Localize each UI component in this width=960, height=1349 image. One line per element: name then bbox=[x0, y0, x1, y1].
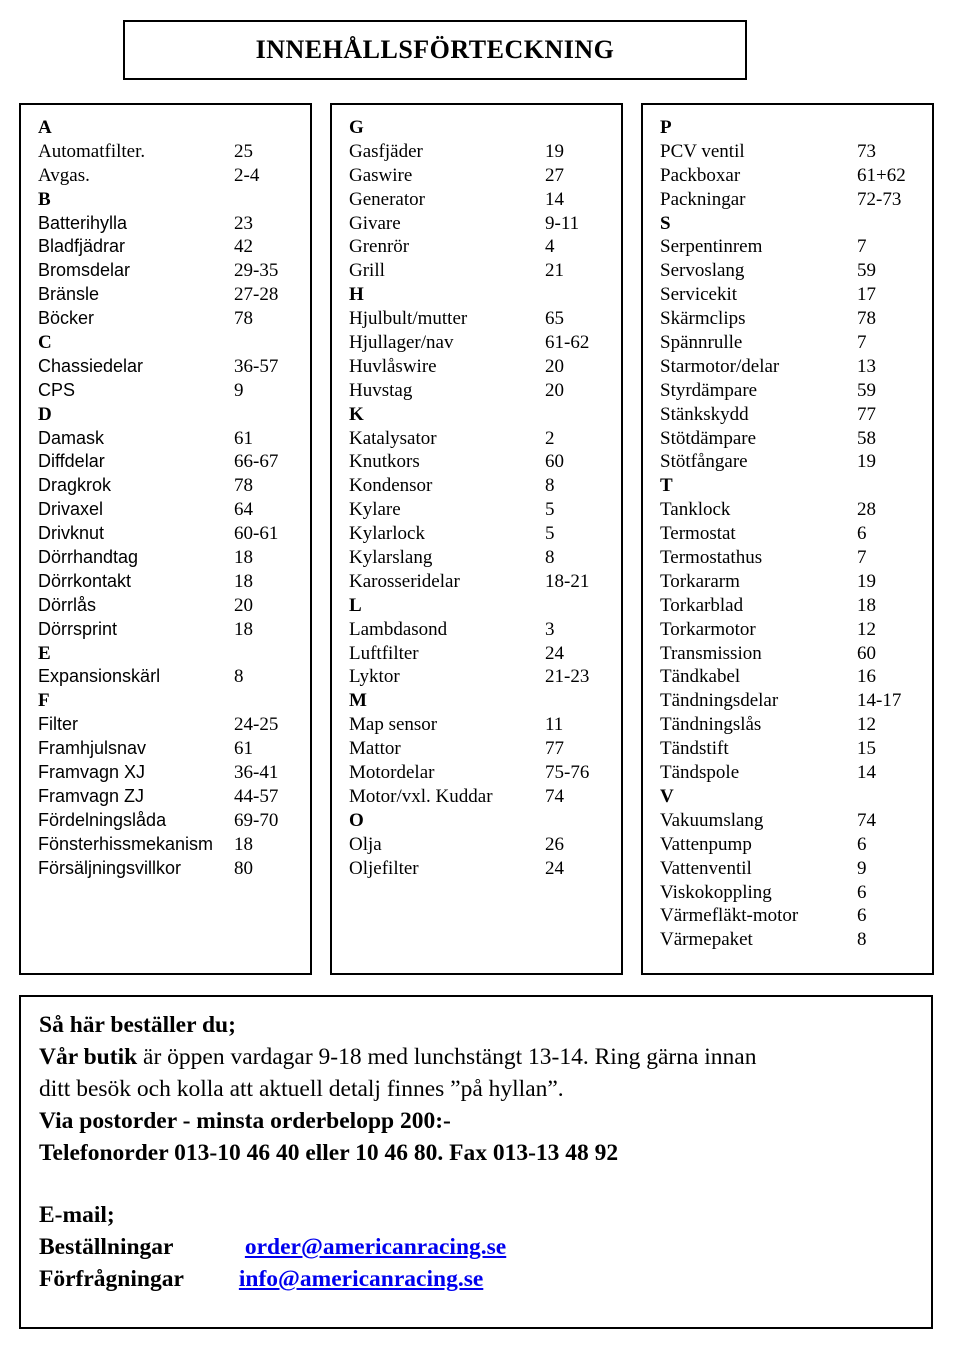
item-page: 18-21 bbox=[545, 570, 590, 592]
list-item bbox=[38, 235, 253, 259]
list-item bbox=[349, 164, 564, 188]
section-letter: S bbox=[660, 212, 671, 234]
item-page: 8 bbox=[545, 475, 555, 497]
list-item bbox=[349, 737, 564, 761]
list-item bbox=[38, 857, 253, 881]
list-item bbox=[660, 355, 876, 379]
shop-hours-line bbox=[39, 1041, 921, 1073]
item-page: 9 bbox=[857, 857, 867, 879]
section-letter: A bbox=[38, 117, 52, 138]
list-item bbox=[38, 618, 253, 642]
list-item bbox=[38, 737, 253, 761]
list-item bbox=[349, 833, 564, 857]
index-column-a-f bbox=[19, 103, 312, 975]
item-page: 17 bbox=[857, 284, 876, 306]
item-page: 65 bbox=[545, 308, 564, 330]
item-page: 24 bbox=[545, 857, 564, 879]
item-page: 5 bbox=[545, 523, 555, 545]
item-name: Viskokoppling bbox=[660, 881, 772, 903]
item-name: Försäljningsvillkor bbox=[38, 857, 182, 878]
item-page: 36-41 bbox=[234, 762, 279, 784]
item-name: Hjulbult/mutter bbox=[349, 308, 468, 330]
item-name: Lyktor bbox=[349, 666, 400, 688]
section-letter: M bbox=[349, 690, 367, 712]
item-name: Karosseridelar bbox=[349, 570, 460, 592]
index-column-g-o bbox=[330, 103, 623, 975]
list-item bbox=[38, 665, 244, 689]
item-page: 6 bbox=[857, 833, 867, 855]
item-page: 9-11 bbox=[545, 212, 580, 234]
list-item bbox=[349, 331, 590, 355]
list-item bbox=[660, 642, 876, 666]
item-name: Vattenventil bbox=[660, 857, 752, 879]
item-page: 15 bbox=[857, 738, 876, 760]
item-page: 20 bbox=[234, 594, 253, 616]
list-item bbox=[349, 307, 564, 331]
index-list bbox=[349, 116, 590, 881]
title-box bbox=[123, 20, 747, 80]
item-page: 19 bbox=[545, 140, 564, 162]
list-item bbox=[349, 713, 564, 737]
item-name: Servoslang bbox=[660, 260, 745, 282]
list-item bbox=[660, 331, 867, 355]
item-name: Vattenpump bbox=[660, 833, 752, 855]
item-name: Lambdasond bbox=[349, 618, 448, 640]
item-page: 18 bbox=[234, 618, 253, 640]
item-name: Motordelar bbox=[349, 762, 435, 784]
item-name: Motor/vxl. Kuddar bbox=[349, 785, 493, 807]
item-page: 16 bbox=[857, 666, 876, 688]
list-item bbox=[660, 809, 876, 833]
item-name: Transmission bbox=[660, 642, 762, 664]
item-page: 59 bbox=[857, 260, 876, 282]
item-page: 58 bbox=[857, 427, 876, 449]
questions-email-link[interactable]: info@americanracing.se bbox=[238, 1266, 484, 1292]
item-page: 21-23 bbox=[545, 666, 590, 688]
item-page: 27-28 bbox=[234, 284, 279, 306]
item-name: CPS bbox=[38, 379, 76, 400]
item-name: Framvagn XJ bbox=[38, 762, 146, 783]
item-name: Skärmclips bbox=[660, 308, 746, 330]
item-page: 9 bbox=[234, 379, 244, 401]
item-name: Damask bbox=[38, 427, 105, 448]
item-page: 7 bbox=[857, 236, 867, 258]
item-page: 7 bbox=[857, 332, 867, 354]
item-page: 12 bbox=[857, 618, 876, 640]
item-page: 29-35 bbox=[234, 260, 279, 282]
item-name: Tändningsdelar bbox=[660, 690, 779, 712]
item-page: 28 bbox=[857, 499, 876, 521]
item-page: 21 bbox=[545, 260, 564, 282]
list-item bbox=[38, 570, 253, 594]
section-letter: E bbox=[38, 642, 51, 664]
list-item bbox=[660, 761, 876, 785]
item-page: 11 bbox=[545, 714, 564, 736]
item-page: 64 bbox=[234, 499, 253, 521]
list-item bbox=[660, 235, 867, 259]
list-item bbox=[660, 140, 876, 164]
list-item bbox=[660, 403, 876, 427]
item-name: Torkararm bbox=[660, 570, 740, 592]
section-letter: P bbox=[660, 117, 672, 138]
item-page: 61 bbox=[234, 738, 253, 760]
list-item bbox=[660, 188, 902, 212]
item-name: Fördelningslåda bbox=[38, 809, 167, 830]
item-name: Olja bbox=[349, 833, 382, 855]
item-name: Värmefläkt-motor bbox=[660, 905, 799, 927]
item-name: Kondensor bbox=[349, 475, 433, 497]
item-name: Bromsdelar bbox=[38, 260, 131, 281]
list-item bbox=[38, 259, 279, 283]
item-name: Tändkabel bbox=[660, 666, 741, 688]
item-name: Spännrulle bbox=[660, 332, 743, 354]
item-name: Kylare bbox=[349, 499, 401, 521]
item-name: Grill bbox=[349, 260, 385, 282]
item-page: 6 bbox=[857, 523, 867, 545]
item-page: 36-57 bbox=[234, 355, 279, 377]
shop-label: Vår butik bbox=[39, 1044, 138, 1070]
item-name: Chassiedelar bbox=[38, 355, 144, 376]
item-name: Tändstift bbox=[660, 738, 729, 760]
item-page: 3 bbox=[545, 618, 555, 640]
list-item bbox=[38, 450, 279, 474]
list-item bbox=[38, 761, 279, 785]
shop-hours-text: är öppen vardagar 9-18 med lunchstängt 13-14. Ring gärna innan bbox=[137, 1044, 757, 1070]
item-page: 26 bbox=[545, 833, 564, 855]
item-name: Tändningslås bbox=[660, 714, 762, 736]
item-name: Avgas. bbox=[38, 164, 90, 186]
item-name: Katalysator bbox=[349, 427, 437, 449]
email-heading: E-mail; bbox=[39, 1202, 115, 1228]
item-name: Gaswire bbox=[349, 164, 413, 186]
list-item bbox=[660, 928, 867, 952]
list-item bbox=[349, 857, 564, 881]
page-title: INNEHÅLLSFÖRTECKNING bbox=[255, 35, 615, 64]
list-item bbox=[349, 355, 564, 379]
item-name: Stötdämpare bbox=[660, 427, 757, 449]
list-item bbox=[38, 212, 253, 236]
shop-hours-text-2: ditt besök och kolla att aktuell detalj finnes ”på hyllan”. bbox=[39, 1076, 564, 1102]
item-page: 8 bbox=[857, 929, 867, 951]
list-item bbox=[349, 427, 555, 451]
ordering-heading: Så här beställer du; bbox=[39, 1012, 236, 1038]
item-name: Torkarblad bbox=[660, 594, 744, 616]
item-page: 66-67 bbox=[234, 451, 279, 473]
list-item bbox=[660, 833, 867, 857]
orders-email-link[interactable]: order@americanracing.se bbox=[244, 1234, 507, 1260]
phone-text: Telefonorder 013-10 46 40 eller 10 46 80. Fax 013-13 48 92 bbox=[39, 1140, 619, 1166]
list-item bbox=[38, 164, 260, 188]
list-item bbox=[38, 474, 253, 498]
item-page: 20 bbox=[545, 355, 564, 377]
list-item bbox=[38, 427, 253, 451]
item-name: Filter bbox=[38, 714, 78, 735]
item-page: 24 bbox=[545, 642, 564, 664]
item-name: Serpentinrem bbox=[660, 236, 763, 258]
item-name: Termostathus bbox=[660, 547, 763, 569]
item-page: 19 bbox=[857, 451, 876, 473]
list-item bbox=[38, 379, 244, 403]
item-name: Vakuumslang bbox=[660, 809, 764, 831]
list-item bbox=[349, 498, 555, 522]
item-page: 61 bbox=[234, 427, 253, 449]
list-item bbox=[38, 140, 253, 164]
list-item bbox=[660, 857, 867, 881]
item-page: 18 bbox=[234, 547, 253, 569]
item-page: 60 bbox=[857, 642, 876, 664]
item-name: Tanklock bbox=[660, 499, 731, 521]
item-page: 59 bbox=[857, 379, 876, 401]
item-page: 60 bbox=[545, 451, 564, 473]
section-letter: O bbox=[349, 809, 364, 831]
item-page: 2-4 bbox=[234, 164, 260, 186]
list-item bbox=[349, 761, 590, 785]
item-name: Stötfångare bbox=[660, 451, 748, 473]
list-item bbox=[38, 785, 279, 809]
section-letter: F bbox=[38, 690, 50, 712]
item-page: 19 bbox=[857, 570, 876, 592]
item-name: Packboxar bbox=[660, 164, 741, 186]
item-page: 6 bbox=[857, 905, 867, 927]
item-page: 75-76 bbox=[545, 762, 590, 784]
item-page: 74 bbox=[545, 785, 564, 807]
index-column-p-v bbox=[641, 103, 934, 975]
item-page: 61+62 bbox=[857, 164, 906, 186]
ordering-info bbox=[39, 1009, 921, 1295]
list-item bbox=[660, 498, 876, 522]
item-name: Starmotor/delar bbox=[660, 355, 780, 377]
item-name: Stänkskydd bbox=[660, 403, 749, 425]
list-item bbox=[660, 259, 876, 283]
item-name: Luftfilter bbox=[349, 642, 419, 664]
list-item bbox=[349, 642, 564, 666]
item-page: 7 bbox=[857, 547, 867, 569]
list-item bbox=[349, 235, 555, 259]
section-letter: C bbox=[38, 332, 52, 354]
list-item bbox=[660, 164, 906, 188]
list-item bbox=[38, 355, 279, 379]
list-item bbox=[349, 379, 564, 403]
item-name: Oljefilter bbox=[349, 857, 419, 879]
list-item bbox=[660, 522, 867, 546]
list-item bbox=[349, 785, 564, 809]
orders-email-row bbox=[39, 1231, 921, 1263]
item-page: 73 bbox=[857, 140, 876, 162]
list-item bbox=[38, 713, 279, 737]
item-name: Knutkors bbox=[349, 451, 420, 473]
list-item bbox=[660, 450, 876, 474]
section-letter: V bbox=[660, 785, 674, 807]
item-page: 42 bbox=[234, 236, 253, 258]
item-page: 12 bbox=[857, 714, 876, 736]
index-list bbox=[38, 116, 279, 881]
item-page: 6 bbox=[857, 881, 867, 903]
item-name: Tändspole bbox=[660, 762, 740, 784]
item-name: Generator bbox=[349, 188, 425, 210]
list-item bbox=[38, 809, 279, 833]
item-name: Böcker bbox=[38, 308, 95, 329]
item-page: 14-17 bbox=[857, 690, 902, 712]
orders-label: Beställningar bbox=[39, 1234, 174, 1260]
item-page: 18 bbox=[857, 594, 876, 616]
item-page: 61-62 bbox=[545, 332, 590, 354]
item-page: 5 bbox=[545, 499, 555, 521]
list-item bbox=[38, 307, 253, 331]
item-page: 78 bbox=[857, 308, 876, 330]
section-letter: T bbox=[660, 475, 673, 497]
list-item bbox=[349, 522, 555, 546]
list-item bbox=[660, 307, 876, 331]
item-name: Bränsle bbox=[38, 284, 100, 305]
item-name: Huvstag bbox=[349, 379, 413, 401]
item-page: 69-70 bbox=[234, 809, 279, 831]
questions-email-row bbox=[39, 1263, 921, 1295]
list-item bbox=[349, 140, 564, 164]
item-name: Drivknut bbox=[38, 523, 105, 544]
item-page: 25 bbox=[234, 140, 253, 162]
list-item bbox=[660, 570, 876, 594]
list-item bbox=[349, 188, 564, 212]
list-item bbox=[38, 833, 253, 857]
list-item bbox=[349, 474, 555, 498]
item-name: Kylarlock bbox=[349, 523, 425, 545]
list-item bbox=[38, 522, 279, 546]
item-page: 60-61 bbox=[234, 523, 279, 545]
item-name: Map sensor bbox=[349, 714, 438, 736]
item-page: 13 bbox=[857, 355, 876, 377]
item-name: Dörrsprint bbox=[38, 618, 118, 639]
list-item bbox=[38, 546, 253, 570]
item-page: 2 bbox=[545, 427, 555, 449]
item-name: Servicekit bbox=[660, 284, 738, 306]
item-page: 80 bbox=[234, 857, 253, 879]
item-name: Dörrhandtag bbox=[38, 547, 139, 568]
item-name: Packningar bbox=[660, 188, 746, 210]
item-page: 77 bbox=[857, 403, 876, 425]
item-name: Huvlåswire bbox=[349, 355, 437, 377]
list-item bbox=[660, 379, 876, 403]
item-page: 77 bbox=[545, 738, 564, 760]
item-name: Dörrkontakt bbox=[38, 570, 132, 591]
section-letter: G bbox=[349, 117, 364, 138]
item-name: Styrdämpare bbox=[660, 379, 758, 401]
item-page: 72-73 bbox=[857, 188, 902, 210]
item-page: 4 bbox=[545, 236, 555, 258]
list-item bbox=[349, 259, 564, 283]
item-name: Hjullager/nav bbox=[349, 332, 454, 354]
item-page: 24-25 bbox=[234, 714, 279, 736]
list-item bbox=[660, 546, 867, 570]
section-letter: H bbox=[349, 284, 364, 306]
list-item bbox=[660, 427, 876, 451]
item-name: Kylarslang bbox=[349, 547, 433, 569]
list-item bbox=[349, 618, 555, 642]
item-name: Batterihylla bbox=[38, 212, 128, 233]
item-name: Givare bbox=[349, 212, 401, 234]
list-item bbox=[660, 594, 876, 618]
item-name: Expansionskärl bbox=[38, 666, 161, 687]
item-name: Värmepaket bbox=[660, 929, 753, 951]
list-item bbox=[660, 904, 867, 928]
item-name: PCV ventil bbox=[660, 140, 745, 162]
list-item bbox=[660, 881, 867, 905]
item-page: 8 bbox=[545, 547, 555, 569]
item-name: Drivaxel bbox=[38, 499, 104, 520]
section-letter: K bbox=[349, 403, 364, 425]
item-page: 27 bbox=[545, 164, 564, 186]
list-item bbox=[660, 713, 876, 737]
postorder-text: Via postorder - minsta orderbelopp 200:- bbox=[39, 1108, 451, 1134]
item-page: 44-57 bbox=[234, 785, 279, 807]
list-item bbox=[660, 618, 876, 642]
item-name: Gasfjäder bbox=[349, 140, 423, 162]
item-page: 23 bbox=[234, 212, 253, 234]
list-item bbox=[349, 546, 555, 570]
section-letter: L bbox=[349, 594, 362, 616]
item-name: Dragkrok bbox=[38, 475, 112, 496]
list-item bbox=[349, 450, 564, 474]
item-name: Grenrör bbox=[349, 236, 410, 258]
item-page: 14 bbox=[857, 762, 876, 784]
list-item bbox=[349, 665, 590, 689]
item-name: Diffdelar bbox=[38, 451, 105, 472]
list-item bbox=[349, 212, 580, 236]
item-name: Framvagn ZJ bbox=[38, 785, 145, 806]
list-item bbox=[660, 665, 876, 689]
item-name: Fönsterhissmekanism bbox=[38, 833, 214, 854]
list-item bbox=[660, 283, 876, 307]
list-item bbox=[38, 594, 253, 618]
item-name: Termostat bbox=[660, 523, 736, 545]
item-page: 18 bbox=[234, 570, 253, 592]
item-name: Framhjulsnav bbox=[38, 738, 147, 759]
item-page: 18 bbox=[234, 833, 253, 855]
item-page: 78 bbox=[234, 308, 253, 330]
list-item bbox=[38, 498, 253, 522]
list-item bbox=[660, 689, 902, 713]
item-name: Automatfilter. bbox=[38, 140, 146, 162]
item-page: 20 bbox=[545, 379, 564, 401]
index-list bbox=[660, 116, 906, 952]
item-page: 14 bbox=[545, 188, 564, 210]
item-page: 74 bbox=[857, 809, 876, 831]
item-name: Bladfjädrar bbox=[38, 236, 126, 257]
list-item bbox=[349, 570, 590, 594]
item-name: Dörrlås bbox=[38, 594, 97, 615]
item-page: 78 bbox=[234, 475, 253, 497]
item-page: 8 bbox=[234, 666, 244, 688]
list-item bbox=[38, 283, 279, 307]
item-name: Torkarmotor bbox=[660, 618, 756, 640]
section-letter: B bbox=[38, 188, 51, 210]
item-name: Mattor bbox=[349, 738, 401, 760]
section-letter: D bbox=[38, 403, 52, 425]
list-item bbox=[660, 737, 876, 761]
ordering-info-box bbox=[19, 995, 933, 1329]
questions-label: Förfrågningar bbox=[39, 1266, 184, 1292]
